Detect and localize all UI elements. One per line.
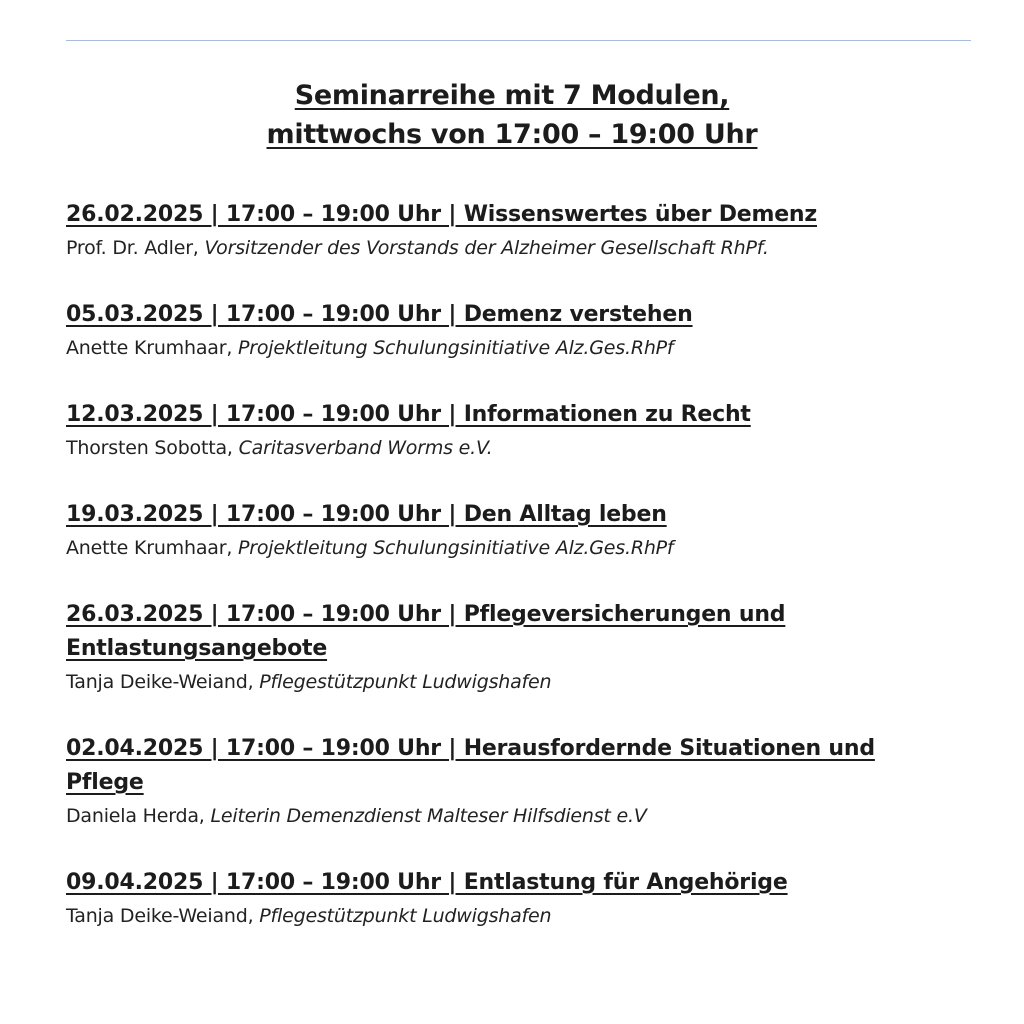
module-speaker — [66, 532, 946, 564]
module-item — [66, 598, 946, 698]
module-speaker — [66, 800, 946, 832]
speaker-role: Pflegestützpunkt Ludwigshafen — [259, 671, 552, 693]
speaker-role: Caritasverband Worms e.V. — [238, 437, 493, 459]
speaker-name: Thorsten Sobotta, — [66, 437, 239, 459]
page-title-line-1: Seminarreihe mit 7 Modulen, — [294, 80, 730, 111]
module-title: 02.04.2025 | 17:00 – 19:00 Uhr | Herausfordernde Situationen und Pflege — [66, 736, 875, 795]
page-title-line-2: mittwochs von 17:00 – 19:00 Uhr — [266, 119, 758, 150]
module-title: 26.03.2025 | 17:00 – 19:00 Uhr | Pflegeversicherungen und Entlastungsangebote — [66, 602, 786, 661]
module-item — [66, 198, 946, 264]
module-title: 05.03.2025 | 17:00 – 19:00 Uhr | Demenz verstehen — [66, 302, 693, 327]
module-item — [66, 498, 946, 564]
speaker-name: Tanja Deike-Weiand, — [66, 905, 260, 927]
speaker-name: Anette Krumhaar, — [66, 337, 238, 359]
speaker-name: Tanja Deike-Weiand, — [66, 671, 260, 693]
module-speaker — [66, 666, 946, 698]
module-speaker — [66, 432, 946, 464]
module-speaker — [66, 900, 946, 932]
speaker-role: Vorsitzender des Vorstands der Alzheimer Gesellschaft RhPf. — [204, 237, 769, 259]
module-item — [66, 298, 946, 364]
top-divider — [66, 40, 971, 41]
module-title: 19.03.2025 | 17:00 – 19:00 Uhr | Den Alltag leben — [66, 502, 667, 527]
module-title: 12.03.2025 | 17:00 – 19:00 Uhr | Informationen zu Recht — [66, 402, 751, 427]
speaker-role: Pflegestützpunkt Ludwigshafen — [259, 905, 552, 927]
module-speaker — [66, 232, 946, 264]
speaker-name: Anette Krumhaar, — [66, 537, 238, 559]
speaker-role: Leiterin Demenzdienst Malteser Hilfsdienst e.V — [210, 805, 647, 827]
module-list — [66, 198, 946, 966]
page-title — [0, 76, 1024, 154]
speaker-name: Prof. Dr. Adler, — [66, 237, 205, 259]
module-title: 09.04.2025 | 17:00 – 19:00 Uhr | Entlastung für Angehörige — [66, 870, 788, 895]
module-item — [66, 732, 946, 832]
module-speaker — [66, 332, 946, 364]
speaker-name: Daniela Herda, — [66, 805, 211, 827]
speaker-role: Projektleitung Schulungsinitiative Alz.Ges.RhPf — [238, 337, 674, 359]
speaker-role: Projektleitung Schulungsinitiative Alz.Ges.RhPf — [238, 537, 674, 559]
module-title: 26.02.2025 | 17:00 – 19:00 Uhr | Wissenswertes über Demenz — [66, 202, 817, 227]
module-item — [66, 398, 946, 464]
module-item — [66, 866, 946, 932]
